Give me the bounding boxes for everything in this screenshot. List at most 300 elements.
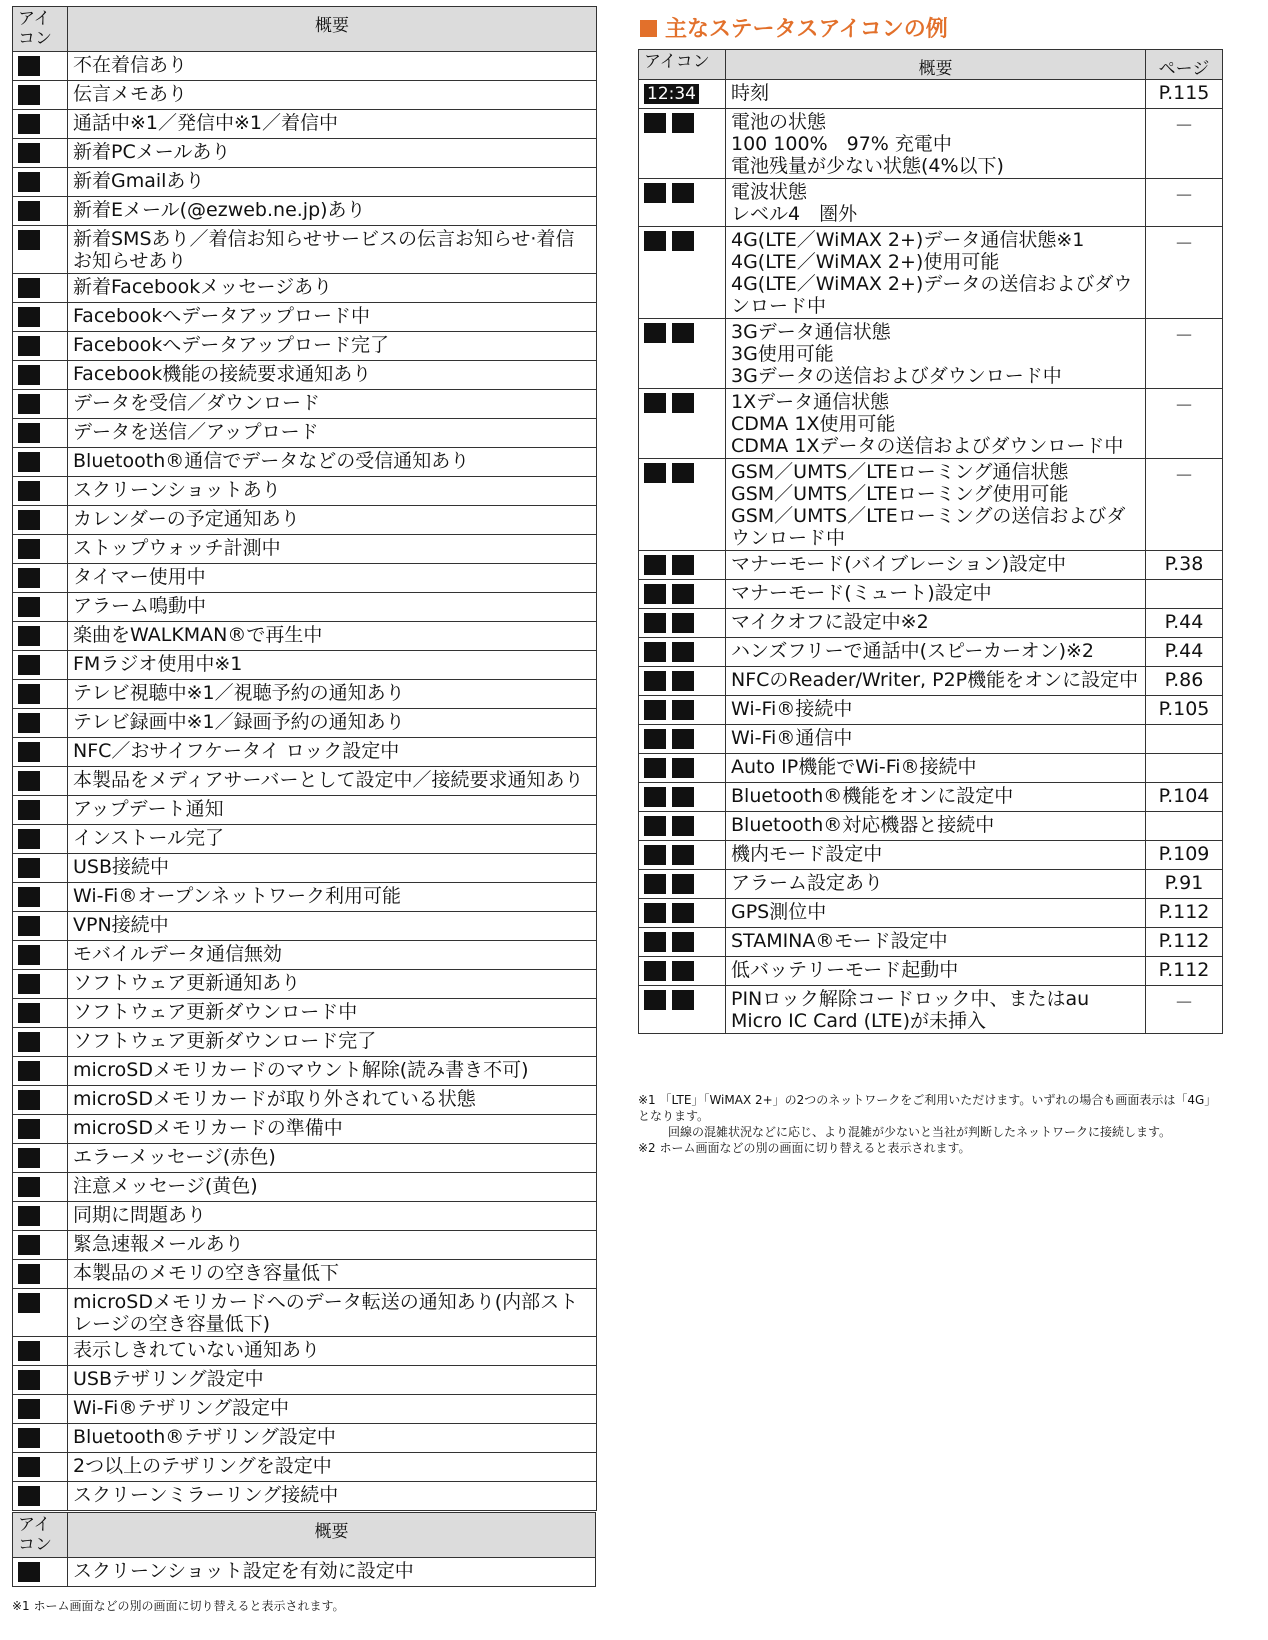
row-description: 3Gデータ通信状態 3G使用可能 3Gデータの送信およびダウンロード中 xyxy=(726,319,1146,389)
status-glyph-icon xyxy=(18,172,40,192)
row-description: STAMINA®モード設定中 xyxy=(726,928,1146,957)
status-icon xyxy=(13,1115,68,1144)
row-description: 新着Eメール(@ezweb.ne.jp)あり xyxy=(68,197,597,226)
status-glyph-icon xyxy=(18,945,40,965)
row-description: データを受信／ダウンロード xyxy=(68,390,597,419)
status-icon xyxy=(639,754,726,783)
status-glyph-icon xyxy=(18,307,40,327)
status-glyph-icon xyxy=(18,1032,40,1052)
status-glyph-icon xyxy=(644,113,666,133)
left-icon-table xyxy=(12,6,597,1511)
status-icon xyxy=(639,389,726,459)
right-icon-table xyxy=(638,49,1223,1034)
table-row xyxy=(13,110,597,139)
table-row xyxy=(639,783,1223,812)
status-icon xyxy=(639,459,726,551)
status-glyph-icon xyxy=(644,183,666,203)
page-ref: － xyxy=(1146,227,1223,319)
table-row xyxy=(13,226,597,274)
status-icon xyxy=(639,638,726,667)
status-glyph-icon xyxy=(644,758,666,778)
status-glyph-icon xyxy=(18,1235,40,1255)
table-row xyxy=(639,580,1223,609)
status-glyph-icon xyxy=(18,1177,40,1197)
left-footnote: ※1 ホーム画面などの別の画面に切り替えると表示されます。 xyxy=(12,1599,345,1613)
row-description: アップデート通知 xyxy=(68,796,597,825)
status-glyph-icon xyxy=(18,1562,40,1582)
status-glyph-icon xyxy=(18,1486,40,1506)
status-glyph-icon xyxy=(18,858,40,878)
page-ref: P.112 xyxy=(1146,928,1223,957)
status-icon xyxy=(13,1057,68,1086)
status-glyph-icon xyxy=(18,394,40,414)
status-glyph-icon xyxy=(672,758,694,778)
table-row xyxy=(13,622,597,651)
table-row xyxy=(13,1202,597,1231)
table-row xyxy=(13,303,597,332)
status-glyph-icon xyxy=(18,230,40,250)
row-description: Wi-Fi®通信中 xyxy=(726,725,1146,754)
header-desc: 概要 xyxy=(68,7,597,52)
status-icon xyxy=(13,767,68,796)
table-row xyxy=(13,593,597,622)
table-row xyxy=(13,999,597,1028)
table-row xyxy=(13,448,597,477)
table-row xyxy=(639,986,1223,1034)
header-icon: アイコン xyxy=(639,50,726,80)
status-icon xyxy=(639,957,726,986)
status-glyph-icon xyxy=(18,1293,40,1313)
status-glyph-icon xyxy=(672,231,694,251)
status-glyph-icon xyxy=(18,916,40,936)
status-glyph-icon xyxy=(18,713,40,733)
status-glyph-icon xyxy=(644,323,666,343)
status-icon xyxy=(13,1086,68,1115)
table-row xyxy=(13,1337,597,1366)
status-icon xyxy=(13,796,68,825)
table-row xyxy=(13,1057,597,1086)
status-glyph-icon xyxy=(18,684,40,704)
row-description: Bluetooth®機能をオンに設定中 xyxy=(726,783,1146,812)
status-icon xyxy=(13,81,68,110)
table-row xyxy=(639,870,1223,899)
status-glyph-icon xyxy=(18,1264,40,1284)
status-icon xyxy=(13,1395,68,1424)
table-row xyxy=(13,651,597,680)
square-bullet-icon xyxy=(640,20,657,37)
table-row xyxy=(13,535,597,564)
row-description: microSDメモリカードへのデータ転送の通知あり(内部ストレージの空き容量低下) xyxy=(68,1289,597,1337)
table-row xyxy=(639,841,1223,870)
status-icon xyxy=(13,564,68,593)
status-icon xyxy=(13,139,68,168)
table-row xyxy=(13,274,597,303)
status-icon xyxy=(13,506,68,535)
row-description: Wi-Fi®テザリング設定中 xyxy=(68,1395,597,1424)
status-glyph-icon xyxy=(18,1370,40,1390)
row-description: スクリーンショットあり xyxy=(68,477,597,506)
row-description: Auto IP機能でWi-Fi®接続中 xyxy=(726,754,1146,783)
status-icon xyxy=(639,609,726,638)
table-row xyxy=(639,227,1223,319)
row-description: microSDメモリカードのマウント解除(読み書き不可) xyxy=(68,1057,597,1086)
row-description: 本製品をメディアサーバーとして設定中／接続要求通知あり xyxy=(68,767,597,796)
table-row xyxy=(13,1482,597,1511)
status-icon xyxy=(13,1424,68,1453)
row-description: 表示しきれていない通知あり xyxy=(68,1337,597,1366)
status-icon xyxy=(13,651,68,680)
status-glyph-icon xyxy=(18,1119,40,1139)
table-row xyxy=(639,109,1223,179)
table-row xyxy=(13,854,597,883)
row-description: テレビ視聴中※1／視聴予約の通知あり xyxy=(68,680,597,709)
table-row xyxy=(639,638,1223,667)
row-description: 伝言メモあり xyxy=(68,81,597,110)
status-icon xyxy=(639,783,726,812)
row-description: マナーモード(ミュート)設定中 xyxy=(726,580,1146,609)
status-glyph-icon xyxy=(18,278,40,298)
status-glyph-icon xyxy=(644,700,666,720)
status-icon xyxy=(13,1231,68,1260)
row-description: Bluetooth®テザリング設定中 xyxy=(68,1424,597,1453)
row-description: USB接続中 xyxy=(68,854,597,883)
status-icon xyxy=(639,841,726,870)
row-description: 電波状態 レベル4 圏外 xyxy=(726,179,1146,227)
table-row xyxy=(13,1558,596,1587)
row-description: 通話中※1／発信中※1／着信中 xyxy=(68,110,597,139)
table-row xyxy=(13,81,597,110)
page-ref: － xyxy=(1146,319,1223,389)
row-description: 不在着信あり xyxy=(68,52,597,81)
status-icon xyxy=(13,361,68,390)
row-description: microSDメモリカードが取り外されている状態 xyxy=(68,1086,597,1115)
row-description: マイクオフに設定中※2 xyxy=(726,609,1146,638)
status-glyph-icon xyxy=(18,85,40,105)
status-glyph-icon xyxy=(18,1090,40,1110)
status-glyph-icon xyxy=(18,974,40,994)
status-glyph-icon xyxy=(672,613,694,633)
status-glyph-icon xyxy=(18,510,40,530)
status-glyph-icon xyxy=(672,642,694,662)
status-icon xyxy=(13,419,68,448)
page-ref: P.44 xyxy=(1146,609,1223,638)
page-ref: P.105 xyxy=(1146,696,1223,725)
table-row xyxy=(639,957,1223,986)
page-ref: P.112 xyxy=(1146,899,1223,928)
row-description: カレンダーの予定通知あり xyxy=(68,506,597,535)
left-bottom-icon-table xyxy=(12,1512,596,1587)
status-icon xyxy=(13,883,68,912)
status-icon xyxy=(13,593,68,622)
row-description: USBテザリング設定中 xyxy=(68,1366,597,1395)
table-row xyxy=(13,912,597,941)
status-icon xyxy=(639,109,726,179)
status-glyph-icon xyxy=(644,787,666,807)
status-glyph-icon xyxy=(644,845,666,865)
status-icon xyxy=(13,709,68,738)
row-description: 4G(LTE／WiMAX 2+)データ通信状態※1 4G(LTE／WiMAX 2+)使用可能 4G(LTE／WiMAX 2+)データの送信およびダウンロード中 xyxy=(726,227,1146,319)
status-glyph-icon xyxy=(644,903,666,923)
status-glyph-icon xyxy=(672,729,694,749)
status-glyph-icon xyxy=(644,393,666,413)
row-description: データを送信／アップロード xyxy=(68,419,597,448)
table-row xyxy=(13,564,597,593)
table-row xyxy=(639,179,1223,227)
row-description: 新着Facebookメッセージあり xyxy=(68,274,597,303)
status-glyph-icon xyxy=(18,1457,40,1477)
page-ref xyxy=(1146,580,1223,609)
table-row xyxy=(13,1173,597,1202)
table-row xyxy=(13,139,597,168)
status-glyph-icon xyxy=(18,481,40,501)
row-description: ストップウォッチ計測中 xyxy=(68,535,597,564)
row-description: Wi-Fi®オープンネットワーク利用可能 xyxy=(68,883,597,912)
status-icon xyxy=(639,580,726,609)
table-row xyxy=(639,725,1223,754)
row-description: 新着Gmailあり xyxy=(68,168,597,197)
status-icon xyxy=(639,667,726,696)
footnote-line: 回線の混雑状況などに応じ、より混雑が少ないと当社が判断したネットワークに接続します。 xyxy=(668,1125,1172,1139)
status-glyph-icon xyxy=(18,452,40,472)
table-row xyxy=(639,389,1223,459)
row-description: 1Xデータ通信状態 CDMA 1X使用可能 CDMA 1Xデータの送信およびダウンロード中 xyxy=(726,389,1146,459)
row-description: NFCのReader/Writer, P2P機能をオンに設定中 xyxy=(726,667,1146,696)
table-row xyxy=(639,80,1223,109)
row-description: 注意メッセージ(黄色) xyxy=(68,1173,597,1202)
status-icon xyxy=(13,1366,68,1395)
table-row xyxy=(639,812,1223,841)
status-icon xyxy=(13,912,68,941)
status-glyph-icon xyxy=(672,816,694,836)
status-glyph-icon xyxy=(672,961,694,981)
status-icon xyxy=(13,738,68,767)
page-ref xyxy=(1146,725,1223,754)
status-glyph-icon xyxy=(672,393,694,413)
table-row xyxy=(13,332,597,361)
page-ref: － xyxy=(1146,389,1223,459)
page-ref: P.115 xyxy=(1146,80,1223,109)
status-icon xyxy=(13,197,68,226)
status-glyph-icon xyxy=(18,1148,40,1168)
status-glyph-icon xyxy=(18,1061,40,1081)
header-icon: アイコン xyxy=(13,1513,68,1558)
page-ref: P.86 xyxy=(1146,667,1223,696)
row-description: アラーム設定あり xyxy=(726,870,1146,899)
table-row xyxy=(13,419,597,448)
status-glyph-icon xyxy=(644,932,666,952)
status-icon xyxy=(639,551,726,580)
status-glyph-icon xyxy=(18,626,40,646)
section-title xyxy=(640,12,948,43)
row-description: アラーム鳴動中 xyxy=(68,593,597,622)
status-glyph-icon xyxy=(18,1428,40,1448)
status-glyph-icon xyxy=(672,671,694,691)
table-row xyxy=(13,1289,597,1337)
row-description: テレビ録画中※1／録画予約の通知あり xyxy=(68,709,597,738)
row-description: VPN接続中 xyxy=(68,912,597,941)
status-icon xyxy=(13,825,68,854)
row-description: スクリーンショット設定を有効に設定中 xyxy=(68,1558,596,1587)
table-row xyxy=(13,1144,597,1173)
table-row xyxy=(13,1453,597,1482)
table-row xyxy=(13,883,597,912)
status-glyph-icon xyxy=(18,829,40,849)
row-description: microSDメモリカードの準備中 xyxy=(68,1115,597,1144)
page-ref: － xyxy=(1146,109,1223,179)
status-glyph-icon xyxy=(672,874,694,894)
status-glyph-icon xyxy=(672,323,694,343)
table-row xyxy=(639,696,1223,725)
section-title-text: 主なステータスアイコンの例 xyxy=(665,17,948,42)
status-icon xyxy=(639,870,726,899)
status-glyph-icon xyxy=(18,365,40,385)
table-row xyxy=(639,899,1223,928)
status-glyph-icon xyxy=(18,143,40,163)
table-row xyxy=(13,767,597,796)
table-row xyxy=(13,361,597,390)
row-description: 電池の状態 100 100% 97% 充電中 電池残量が少ない状態(4%以下) xyxy=(726,109,1146,179)
row-description: 楽曲をWALKMAN®で再生中 xyxy=(68,622,597,651)
status-icon xyxy=(13,622,68,651)
row-description: ソフトウェア更新ダウンロード完了 xyxy=(68,1028,597,1057)
status-icon xyxy=(639,928,726,957)
status-glyph-icon xyxy=(18,742,40,762)
status-glyph-icon xyxy=(672,990,694,1010)
status-glyph-icon xyxy=(18,1003,40,1023)
status-icon xyxy=(13,1558,68,1587)
table-row xyxy=(13,825,597,854)
row-description: 2つ以上のテザリングを設定中 xyxy=(68,1453,597,1482)
status-icon xyxy=(639,725,726,754)
status-glyph-icon xyxy=(644,555,666,575)
status-icon xyxy=(13,1144,68,1173)
status-glyph-icon xyxy=(18,887,40,907)
row-description: Facebookへデータアップロード中 xyxy=(68,303,597,332)
row-description: 緊急速報メールあり xyxy=(68,1231,597,1260)
status-glyph-icon xyxy=(672,845,694,865)
page-ref xyxy=(1146,754,1223,783)
table-row xyxy=(13,738,597,767)
header-icon: アイコン xyxy=(13,7,68,52)
row-description: エラーメッセージ(赤色) xyxy=(68,1144,597,1173)
footnote-line: ※2 ホーム画面などの別の画面に切り替えると表示されます。 xyxy=(638,1141,971,1155)
table-row xyxy=(639,928,1223,957)
header-desc: 概要 xyxy=(726,50,1146,80)
status-glyph-icon xyxy=(18,201,40,221)
status-glyph-icon xyxy=(644,990,666,1010)
status-glyph-icon xyxy=(18,56,40,76)
page-ref: P.91 xyxy=(1146,870,1223,899)
status-glyph-icon xyxy=(644,584,666,604)
status-icon xyxy=(13,1289,68,1337)
status-glyph-icon xyxy=(18,568,40,588)
status-icon xyxy=(13,680,68,709)
table-row xyxy=(13,680,597,709)
table-row xyxy=(13,1260,597,1289)
table-row xyxy=(13,709,597,738)
status-icon xyxy=(13,1202,68,1231)
status-icon xyxy=(13,1260,68,1289)
footnote-line: ※1 「LTE」「WiMAX 2+」の2つのネットワークをご利用いただけます。いずれの場合も画面表示は「4G」となります。 xyxy=(638,1093,1217,1123)
status-icon xyxy=(13,226,68,274)
status-icon xyxy=(639,986,726,1034)
header-page: ページ xyxy=(1146,50,1223,80)
status-icon xyxy=(13,390,68,419)
status-glyph-icon xyxy=(672,932,694,952)
status-icon xyxy=(13,477,68,506)
right-footnotes xyxy=(638,1092,1228,1156)
status-glyph-icon xyxy=(18,1341,40,1361)
row-description: スクリーンミラーリング接続中 xyxy=(68,1482,597,1511)
status-glyph-icon xyxy=(672,463,694,483)
table-row xyxy=(13,168,597,197)
status-icon xyxy=(13,941,68,970)
status-icon xyxy=(639,812,726,841)
row-description: インストール完了 xyxy=(68,825,597,854)
status-icon xyxy=(639,319,726,389)
row-description: 時刻 xyxy=(726,80,1146,109)
row-description: Bluetooth®対応機器と接続中 xyxy=(726,812,1146,841)
status-glyph-icon xyxy=(644,642,666,662)
table-row xyxy=(13,941,597,970)
row-description: 機内モード設定中 xyxy=(726,841,1146,870)
row-description: ソフトウェア更新通知あり xyxy=(68,970,597,999)
status-icon xyxy=(13,535,68,564)
header-desc: 概要 xyxy=(68,1513,596,1558)
status-glyph-icon xyxy=(644,961,666,981)
row-description: ソフトウェア更新ダウンロード中 xyxy=(68,999,597,1028)
row-description: タイマー使用中 xyxy=(68,564,597,593)
status-glyph-icon xyxy=(644,613,666,633)
table-row xyxy=(13,390,597,419)
table-row xyxy=(13,1424,597,1453)
row-description: NFC／おサイフケータイ ロック設定中 xyxy=(68,738,597,767)
row-description: 新着SMSあり／着信お知らせサービスの伝言お知らせ·着信お知らせあり xyxy=(68,226,597,274)
table-row xyxy=(639,754,1223,783)
status-icon xyxy=(13,52,68,81)
status-icon xyxy=(13,332,68,361)
status-glyph-icon xyxy=(644,231,666,251)
status-glyph-icon xyxy=(18,1399,40,1419)
row-description: マナーモード(バイブレーション)設定中 xyxy=(726,551,1146,580)
status-glyph-icon xyxy=(18,114,40,134)
page-ref: － xyxy=(1146,459,1223,551)
status-glyph-icon xyxy=(18,771,40,791)
table-row xyxy=(13,1028,597,1057)
status-glyph-icon xyxy=(18,655,40,675)
row-description: ハンズフリーで通話中(スピーカーオン)※2 xyxy=(726,638,1146,667)
status-icon xyxy=(639,899,726,928)
table-row xyxy=(13,1395,597,1424)
page-ref: P.112 xyxy=(1146,957,1223,986)
status-glyph-icon xyxy=(644,874,666,894)
row-description: Facebookへデータアップロード完了 xyxy=(68,332,597,361)
status-glyph-icon xyxy=(644,463,666,483)
status-glyph-icon xyxy=(672,113,694,133)
table-row xyxy=(13,1115,597,1144)
row-description: GPS測位中 xyxy=(726,899,1146,928)
status-icon xyxy=(13,1453,68,1482)
row-description: 本製品のメモリの空き容量低下 xyxy=(68,1260,597,1289)
row-description: 新着PCメールあり xyxy=(68,139,597,168)
status-glyph-icon xyxy=(672,584,694,604)
table-row xyxy=(13,1366,597,1395)
page-ref xyxy=(1146,812,1223,841)
status-glyph-icon xyxy=(672,903,694,923)
row-description: モバイルデータ通信無効 xyxy=(68,941,597,970)
status-icon xyxy=(13,1173,68,1202)
status-glyph-icon xyxy=(18,423,40,443)
